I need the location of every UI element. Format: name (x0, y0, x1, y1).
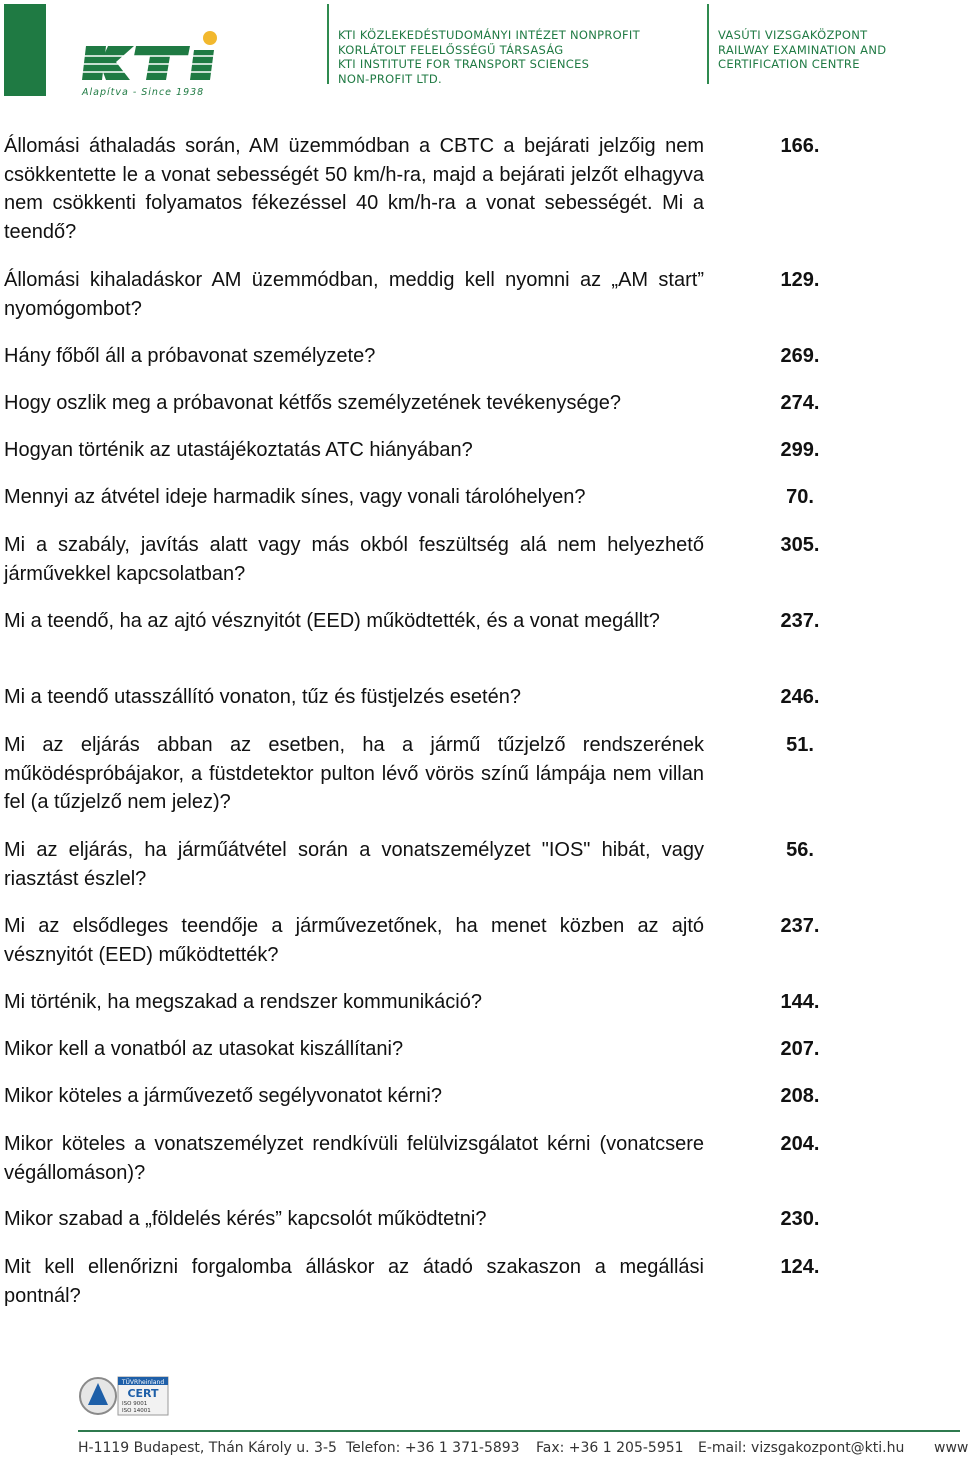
question-number: 207. (780, 1038, 820, 1060)
question-number: 269. (780, 345, 820, 367)
page-header (0, 0, 960, 110)
question-text: Mi a teendő, ha az ajtó vésznyitót (EED) működtették, és a vonat megállt? (4, 610, 660, 632)
question-text: Mennyi az átvétel ideje harmadik sínes, vagy vonali tárolóhelyen? (4, 486, 586, 508)
question-number: 51. (786, 734, 814, 756)
question-text: Mi a szabály, javítás alatt vagy más okból feszültség alá nem helyezhető járművekkel kapcsolatban? (4, 534, 704, 585)
question-text: Hogy oszlik meg a próbavonat kétfős személyzetének tevékenysége? (4, 392, 622, 414)
question-item (4, 1082, 704, 1111)
question-item (4, 436, 704, 465)
question-text: Mikor kell a vonatból az utasokat kiszállítani? (4, 1038, 404, 1060)
question-item (4, 266, 704, 323)
logo-tagline: Alapítva - Since 1938 (82, 87, 205, 98)
question-number: 246. (780, 686, 820, 708)
svg-text:ISO 14001: ISO 14001 (122, 1408, 151, 1414)
centre-name: VASÚTI VIZSGAKÖZPONT RAILWAY EXAMINATION AND CERTIFICATION CENTRE (718, 28, 887, 71)
footer-address: H-1119 Budapest, Thán Károly u. 3-5 (78, 1440, 337, 1456)
question-item (4, 132, 704, 247)
question-text: Állomási kihaladáskor AM üzemmódban, meddig kell nyomni az „AM start” nyomógombot? (4, 269, 704, 320)
question-number: 208. (780, 1085, 820, 1107)
question-item (4, 1205, 704, 1234)
footer-email[interactable]: E-mail: vizsgakozpont@kti.hu (698, 1440, 905, 1456)
question-text: Mi az eljárás, ha járműátvétel során a vonatszemélyzet "IOS" hibát, vagy riasztást észlel? (4, 839, 704, 890)
question-text: Mi az eljárás abban az esetben, ha a jármű tűzjelző rendszerének működéspróbájakor, a füstdetektor pulton lévő vörös színű lámpája nem villan fel (a tűzjelző nem jelez)? (4, 734, 704, 814)
kti-logo (78, 28, 228, 100)
question-item (4, 912, 704, 969)
question-number: 305. (780, 534, 820, 556)
header-divider (327, 4, 329, 84)
tuv-cert-badge (78, 1373, 170, 1419)
question-number: 70. (786, 486, 814, 508)
question-number: 230. (780, 1208, 820, 1230)
question-text: Mi történik, ha megszakad a rendszer kommunikáció? (4, 991, 482, 1013)
question-text: Mi az elsődleges teendője a járművezetőnek, ha menet közben az ajtó vésznyitót (EED) működtették? (4, 915, 704, 966)
question-number: 204. (780, 1133, 820, 1155)
question-item (4, 1130, 704, 1187)
question-number: 299. (780, 439, 820, 461)
question-item (4, 731, 704, 817)
question-text: Állomási áthaladás során, AM üzemmódban a CBTC a bejárati jelzőig nem csökkentette le a vonat sebességét 50 km/h-ra, majd a bejárati jelzőt elhagyva nem csökkenti folyamatos fékezéssel 40 km/h-ra a vonat sebességét. Mi a teendő? (4, 135, 704, 244)
question-number: 129. (780, 269, 820, 291)
question-number: 274. (780, 392, 820, 414)
question-item (4, 483, 704, 512)
question-item (4, 1253, 704, 1310)
svg-text:ISO 9001: ISO 9001 (122, 1401, 148, 1407)
question-number: 56. (786, 839, 814, 861)
question-text: Mit kell ellenőrizni forgalomba álláskor az átadó szakaszon a megállási pontnál? (4, 1256, 704, 1307)
question-item (4, 389, 704, 418)
question-number: 237. (780, 915, 820, 937)
question-item (4, 836, 704, 893)
question-text: Mikor szabad a „földelés kérés” kapcsolót működtetni? (4, 1208, 487, 1230)
question-item (4, 683, 704, 712)
svg-text:TÜVRheinland: TÜVRheinland (121, 1379, 165, 1386)
footer-divider (78, 1430, 960, 1432)
question-number: 124. (780, 1256, 820, 1278)
question-item (4, 531, 704, 588)
question-text: Mikor köteles a járművezető segélyvonatot kérni? (4, 1085, 442, 1107)
question-text: Hogyan történik az utastájékoztatás ATC hiányában? (4, 439, 473, 461)
question-text: Mi a teendő utasszállító vonaton, tűz és füstjelzés esetén? (4, 686, 521, 708)
question-number: 144. (780, 991, 820, 1013)
question-item (4, 342, 704, 371)
footer-web[interactable]: www (934, 1440, 968, 1456)
question-text: Hány főből áll a próbavonat személyzete? (4, 345, 376, 367)
svg-text:CERT: CERT (127, 1387, 159, 1400)
question-number: 237. (780, 610, 820, 632)
question-item (4, 607, 704, 636)
brand-bar (4, 4, 46, 96)
question-number: 166. (780, 135, 820, 157)
question-item (4, 988, 704, 1017)
footer-fax: Fax: +36 1 205-5951 (536, 1440, 684, 1456)
footer-phone: Telefon: +36 1 371-5893 (346, 1440, 520, 1456)
institute-name: KTI KÖZLEKEDÉSTUDOMÁNYI INTÉZET NONPROFIT KORLÁTOLT FELELŐSSÉGŰ TÁRSASÁG KTI INSTITUTE FOR TRANSPORT SCIENCES NON-PROFIT LTD. (338, 28, 640, 86)
question-item (4, 1035, 704, 1064)
header-divider (707, 4, 709, 84)
question-text: Mikor köteles a vonatszemélyzet rendkívüli felülvizsgálatot kérni (vonatcsere végállomáson)? (4, 1133, 704, 1184)
